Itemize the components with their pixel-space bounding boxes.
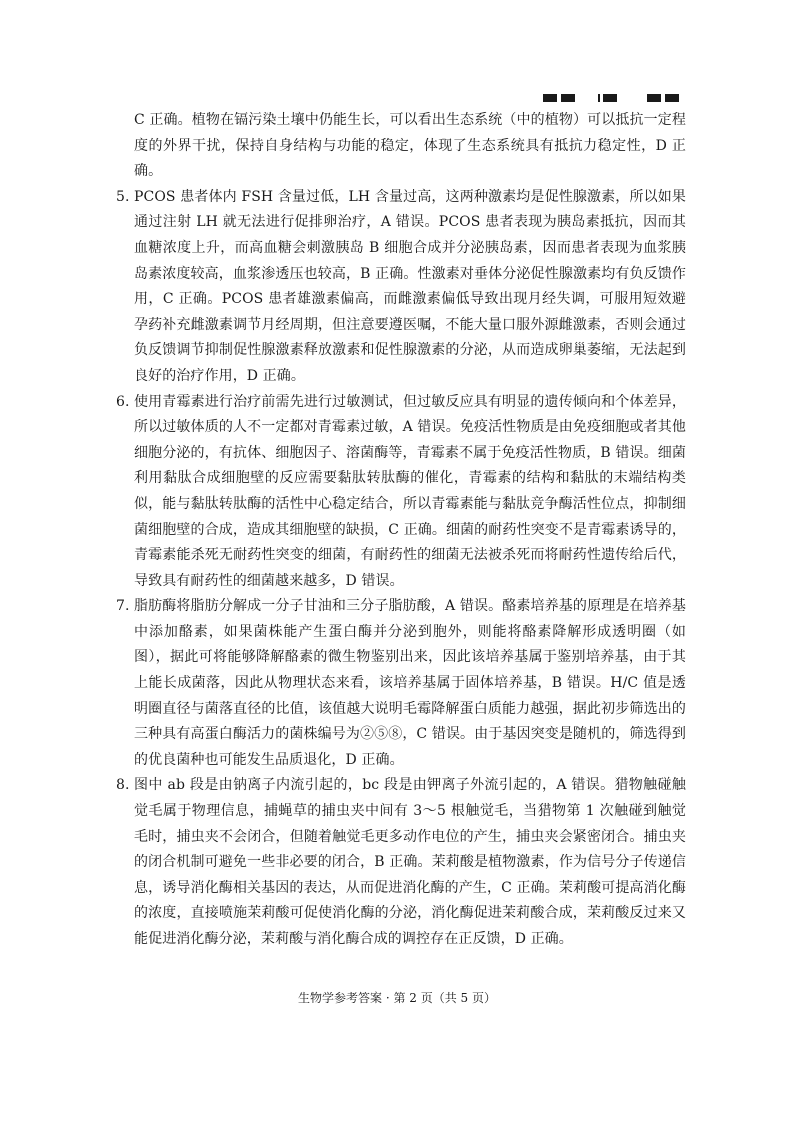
header-mark — [647, 94, 661, 102]
header-mark — [665, 94, 679, 102]
header-mark — [561, 94, 575, 102]
answer-paragraph-continued — [116, 108, 686, 185]
question-number: 6. — [116, 393, 130, 410]
question-number: 5. — [116, 188, 130, 205]
answer-paragraph-7 — [116, 594, 686, 773]
answer-paragraph-8 — [116, 773, 686, 952]
header-mark — [543, 94, 557, 102]
answer-paragraph-5 — [116, 185, 686, 390]
question-number: 7. — [116, 598, 130, 615]
answer-paragraph-6 — [116, 390, 686, 595]
answer-text: PCOS 患者体内 FSH 含量过低，LH 含量过高，这两种激素均是促性腺激素，所以如果通过注射 LH 就无法进行促排卵治疗，A 错误。PCOS 患者表现为胰岛素抵抗，因而其血糖浓度上升，而高血糖会刺激胰岛 B 细胞合成并分泌胰岛素，因而患者表现为血浆胰岛素浓度较高，血浆渗透压也较高，B 正确。性激素对垂体分泌促性腺激素均有负反馈作用，C 正确。PCOS 患者雄激素偏高，而雌激素偏低导致出现月经失调，可服用短效避孕药补充雌激素调节月经周期，但注意要遵医嘱，不能大量口服外源雌激素，否则会通过负反馈调节抑制促性腺激素释放激素和促性腺激素的分泌，从而造成卵巢萎缩，无法起到良好的治疗作用，D 正确。 — [134, 188, 686, 384]
question-number: 8. — [116, 777, 130, 794]
header-mark — [598, 94, 600, 102]
answer-text: 脂肪酶将脂肪分解成一分子甘油和三分子脂肪酸，A 错误。酪素培养基的原理是在培养基中添加酪素，如果菌株能产生蛋白酶并分泌到胞外，则能将酪素降解形成透明圈（如图），据此可将能够降解酪素的微生物鉴别出来，因此该培养基属于鉴别培养基，由于其上能长成菌落，因此从物理状态来看，该培养基属于固体培养基，B 错误。H/C 值是透明圈直径与菌落直径的比值，该值越大说明毛霉降解蛋白质能力越强，据此初步筛选出的三种具有高蛋白酶活力的菌株编号为②⑤⑧，C 错误。由于基因突变是随机的，筛选得到的优良菌种也可能发生品质退化，D 正确。 — [134, 598, 686, 768]
header-mark — [603, 94, 617, 102]
header-decoration-marks — [543, 94, 683, 104]
answer-text: C 正确。植物在镉污染土壤中仍能生长，可以看出生态系统（中的植物）可以抵抗一定程度的外界干扰，保持自身结构与功能的稳定，体现了生态系统具有抵抗力稳定性，D 正确。 — [134, 112, 686, 180]
answer-text: 图中 ab 段是由钠离子内流引起的，bc 段是由钾离子外流引起的，A 错误。猎物触碰触觉毛属于物理信息，捕蝇草的捕虫夹中间有 3～5 根触觉毛，当猎物第 1 次触碰到触觉毛时，捕虫夹不会闭合，但随着触觉毛更多动作电位的产生，捕虫夹会紧密闭合。捕虫夹的闭合机制可避免一些非必要的闭合，B 正确。茉莉酸是植物激素，作为信号分子传递信息，诱导消化酶相关基因的表达，从而促进消化酶的产生，C 正确。茉莉酸可提高消化酶的浓度，直接喷施茉莉酸可促使消化酶的分泌，消化酶促进茉莉酸合成，茉莉酸反过来又能促进消化酶分泌，茉莉酸与消化酶合成的调控存在正反馈，D 正确。 — [134, 777, 686, 947]
answer-text: 使用青霉素进行治疗前需先进行过敏测试，但过敏反应具有明显的遗传倾向和个体差异，所以过敏体质的人不一定都对青霉素过敏，A 错误。免疫活性物质是由免疫细胞或者其他细胞分泌的，有抗体、细胞因子、溶菌酶等，青霉素不属于免疫活性物质，B 错误。细菌利用黏肽合成细胞壁的反应需要黏肽转肽酶的催化，青霉素的结构和黏肽的末端结构类似，能与黏肽转肽酶的活性中心稳定结合，所以青霉素能与黏肽竞争酶活性位点，抑制细菌细胞壁的合成，造成其细胞壁的缺损，C 正确。细菌的耐药性突变不是青霉素诱导的，青霉素能杀死无耐药性突变的细菌，有耐药性的细菌无法被杀死而将耐药性遗传给后代，导致具有耐药性的细菌越来越多，D 错误。 — [134, 393, 686, 589]
page-footer: 生物学参考答案 · 第 2 页（共 5 页） — [298, 991, 496, 1005]
answer-content — [116, 108, 686, 953]
